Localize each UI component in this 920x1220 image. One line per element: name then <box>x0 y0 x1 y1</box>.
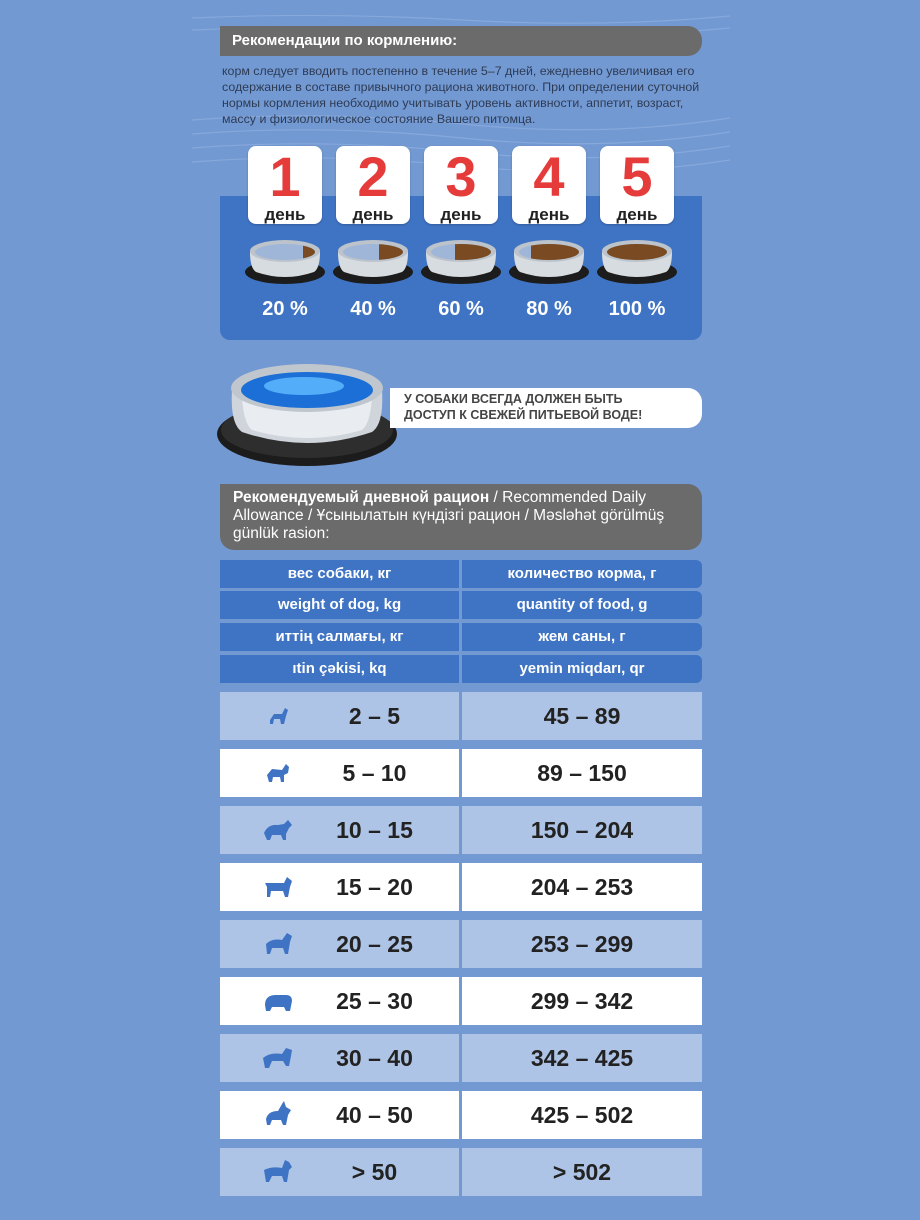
day-card-1 <box>248 146 322 224</box>
percent-label: 60 % <box>438 298 484 320</box>
weight-cell <box>220 1034 459 1082</box>
table-row <box>220 692 702 740</box>
weight-cell <box>220 1148 459 1196</box>
day-number: 2 <box>357 145 389 208</box>
table-row <box>220 977 702 1025</box>
food-bowl-icon <box>332 232 414 286</box>
day-number: 5 <box>621 145 653 208</box>
day-card-2 <box>336 146 410 224</box>
dog-size-icon <box>262 1044 294 1072</box>
table-row <box>220 1034 702 1082</box>
weight-range: 40 – 50 <box>336 1102 413 1128</box>
header-food: quantity of food, g <box>462 591 702 619</box>
food-amount-cell: 253 – 299 <box>462 920 702 968</box>
weight-cell <box>220 692 459 740</box>
water-bowl-icon <box>212 354 398 470</box>
percent-label: 20 % <box>262 298 308 320</box>
food-amount-cell: 299 – 342 <box>462 977 702 1025</box>
table-row <box>220 863 702 911</box>
day-number: 4 <box>533 145 565 208</box>
food-amount-cell: 425 – 502 <box>462 1091 702 1139</box>
day-card-4 <box>512 146 586 224</box>
food-amount-cell: 45 – 89 <box>462 692 702 740</box>
weight-range: 15 – 20 <box>336 874 413 900</box>
feeding-intro: корм следует вводить постепенно в течение 5–7 дней, ежедневно увеличивая его содержание в составе привычного рациона животного. При определении суточной нормы кормления необходимо учитывать уровень активности, аппетит, возраст, массу и физиологическое состояние Вашего питомца. <box>222 64 700 126</box>
weight-range: > 50 <box>351 1159 398 1185</box>
weight-cell <box>220 863 459 911</box>
weight-range: 10 – 15 <box>336 817 413 843</box>
weight-cell <box>220 749 459 797</box>
day-label: день <box>352 205 394 224</box>
food-bowl-icon <box>508 232 590 286</box>
header-weight: ıtin çəkisi, kq <box>220 655 459 683</box>
food-amount-cell: 89 – 150 <box>462 749 702 797</box>
percent-label: 40 % <box>350 298 396 320</box>
day-label: день <box>528 205 570 224</box>
day-card-5 <box>600 146 674 224</box>
food-bowl-icon <box>244 232 326 286</box>
percent-label: 100 % <box>608 298 666 320</box>
day-label: день <box>440 205 482 224</box>
weight-cell <box>220 806 459 854</box>
weight-range: 20 – 25 <box>336 931 413 957</box>
dog-size-icon <box>262 816 294 844</box>
table-row <box>220 806 702 854</box>
table-row <box>220 920 702 968</box>
food-bowl-icon <box>596 232 678 286</box>
day-label: день <box>264 205 306 224</box>
weight-range: 25 – 30 <box>336 988 413 1014</box>
weight-range: 30 – 40 <box>336 1045 413 1071</box>
food-amount-cell: > 502 <box>462 1148 702 1196</box>
header-weight: weight of dog, kg <box>220 591 459 619</box>
weight-range: 2 – 5 <box>348 703 401 729</box>
table-row <box>220 749 702 797</box>
weight-cell <box>220 1091 459 1139</box>
dog-size-icon <box>262 873 294 901</box>
percent-label: 80 % <box>526 298 572 320</box>
ration-title: Рекомендуемый дневной рацион / Recommended Daily Allowance / Ұсынылатын күндізгі рацион / Məsləhət görülmüş günlük rasion: <box>220 484 702 550</box>
dog-size-icon <box>262 987 294 1015</box>
dog-size-icon <box>262 1101 294 1129</box>
day-number: 3 <box>445 145 477 208</box>
table-row <box>220 1091 702 1139</box>
weight-cell <box>220 920 459 968</box>
weight-range: 5 – 10 <box>342 760 407 786</box>
food-amount-cell: 150 – 204 <box>462 806 702 854</box>
header-food: yemin miqdarı, qr <box>462 655 702 683</box>
dog-size-icon <box>262 930 294 958</box>
table-row <box>220 1148 702 1196</box>
water-reminder: У СОБАКИ ВСЕГДА ДОЛЖЕН БЫТЬ ДОСТУП К СВЕЖЕЙ ПИТЬЕВОЙ ВОДЕ! <box>390 388 702 428</box>
weight-cell <box>220 977 459 1025</box>
food-amount-cell: 204 – 253 <box>462 863 702 911</box>
dog-size-icon <box>262 702 294 730</box>
food-amount-cell: 342 – 425 <box>462 1034 702 1082</box>
header-food: жем саны, г <box>462 623 702 651</box>
feeding-title: Рекомендации по кормлению: <box>220 26 702 56</box>
day-label: день <box>616 205 658 224</box>
day-card-3 <box>424 146 498 224</box>
dog-size-icon <box>262 1158 294 1186</box>
food-bowl-icon <box>420 232 502 286</box>
header-weight: иттің салмағы, кг <box>220 623 459 651</box>
header-food: количество корма, г <box>462 560 702 588</box>
header-weight: вес собаки, кг <box>220 560 459 588</box>
dog-size-icon <box>262 759 294 787</box>
day-number: 1 <box>269 145 301 208</box>
